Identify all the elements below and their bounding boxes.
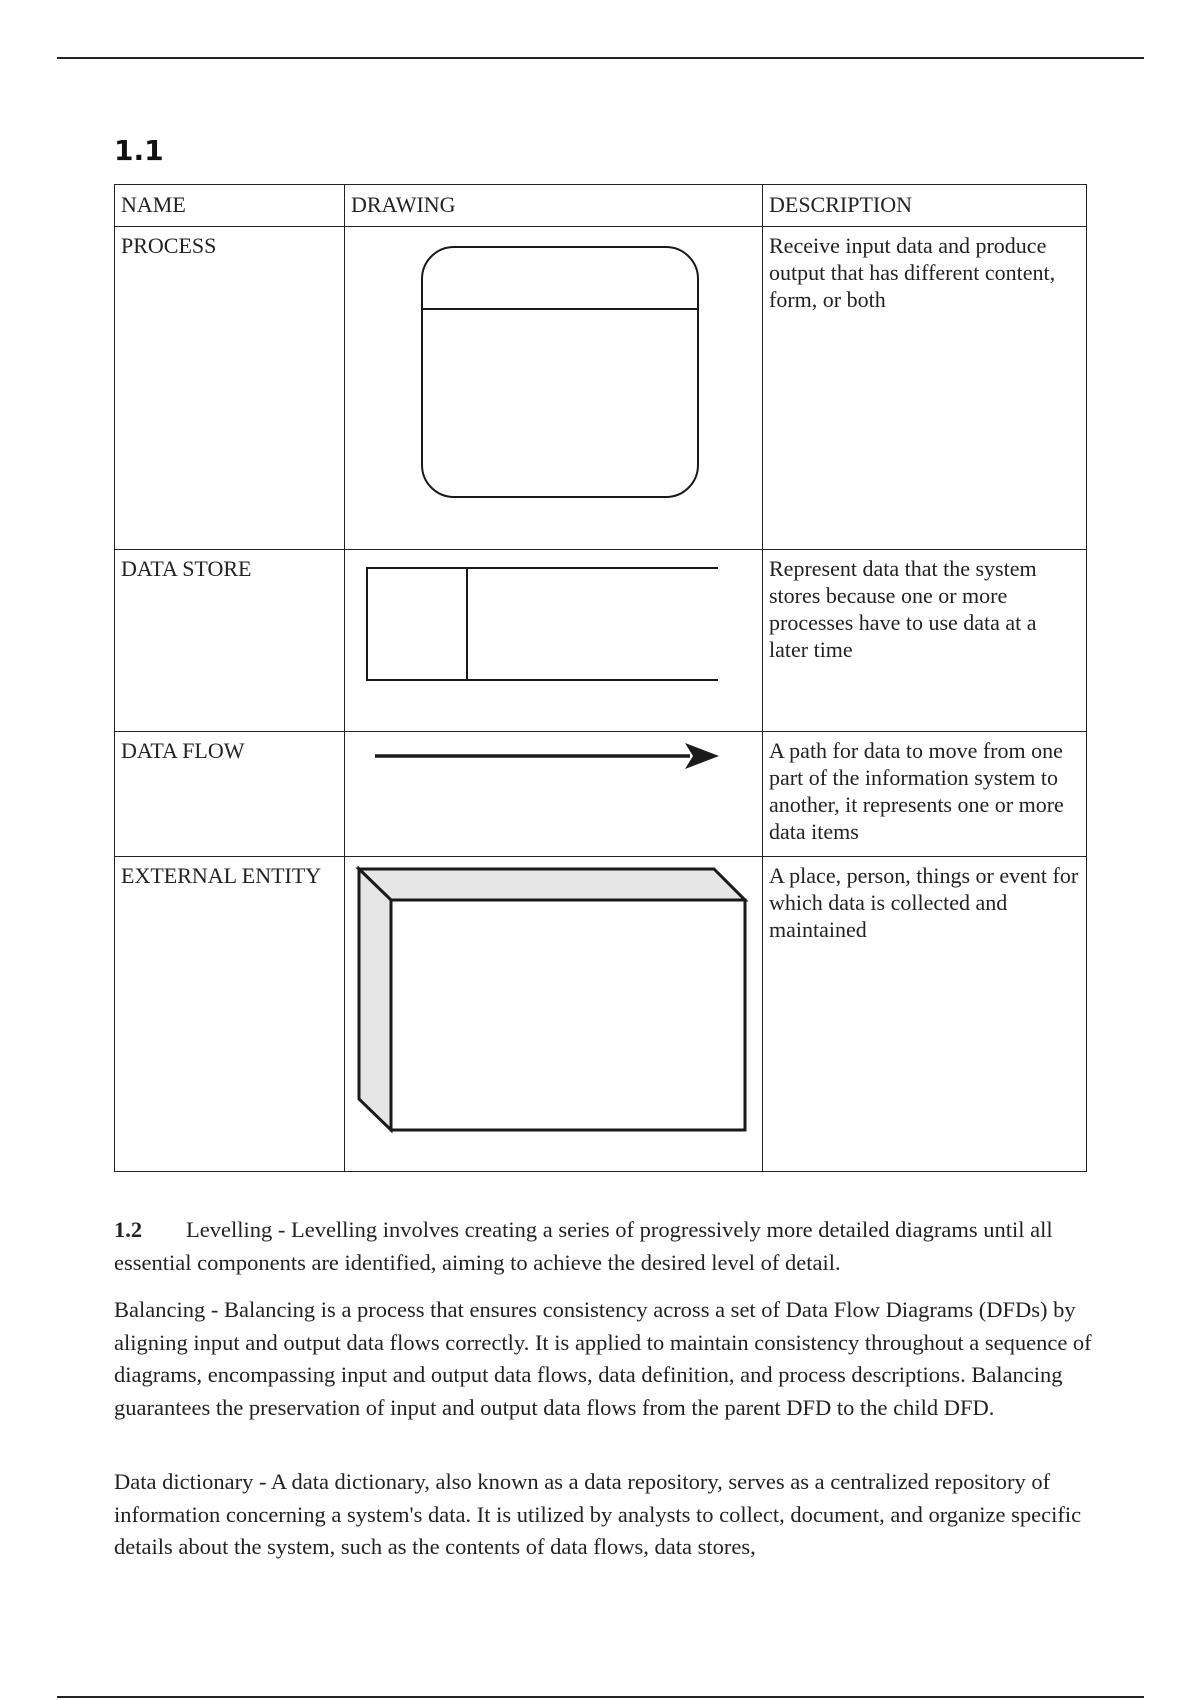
row-drawing [345, 550, 763, 732]
table-row [115, 550, 1087, 732]
data-flow-arrow-icon [345, 732, 763, 856]
header-rule [57, 57, 1144, 59]
row-name: DATA STORE [115, 550, 345, 732]
process-shape [422, 247, 698, 497]
row-description: Represent data that the system stores because one or more processes have to use data at a later time [763, 550, 1087, 732]
levelling-text: Levelling - Levelling involves creating a series of progressively more detailed diagrams until all essential components are identified, aiming to achieve the desired level of detail. [114, 1217, 1053, 1275]
table-header-row [115, 185, 1087, 227]
header-drawing: DRAWING [345, 185, 763, 227]
dfd-symbols-table [114, 184, 1087, 1172]
data-flow-arrowhead [685, 743, 719, 769]
footer-rule [57, 1696, 1144, 1698]
row-description: A place, person, things or event for which data is collected and maintained [763, 857, 1087, 1172]
row-description: Receive input data and produce output that has different content, form, or both [763, 227, 1087, 550]
data-store-symbol-icon [345, 550, 763, 731]
row-name: DATA FLOW [115, 732, 345, 857]
row-description: A path for data to move from one part of the information system to another, it represents one or more data items [763, 732, 1087, 857]
data-dictionary-paragraph: Data dictionary - A data dictionary, also known as a data repository, serves as a centralized repository of information concerning a system's data. It is utilized by analysts to collect, document, and organize specific details about the system, such as the contents of data flows, data stores, [114, 1469, 1082, 1559]
header-name: NAME [115, 185, 345, 227]
row-name: EXTERNAL ENTITY [115, 857, 345, 1172]
section-number: 1.2 [114, 1217, 143, 1242]
row-drawing [345, 732, 763, 857]
table-row [115, 227, 1087, 550]
section-title: 1.1 [114, 134, 164, 167]
table-row [115, 732, 1087, 857]
balancing-paragraph: Balancing - Balancing is a process that ensures consistency across a set of Data Flow Diagrams (DFDs) by aligning input and output data flows correctly. It is applied to maintain consistency throughout a sequence of diagrams, encompassing input and output data flows, data definition, and process descriptions. Balancing guarantees the preservation of input and output data flows from the parent DFD to the child DFD. [114, 1297, 1092, 1420]
external-entity-symbol-icon [345, 857, 763, 1171]
row-drawing [345, 227, 763, 550]
row-drawing [345, 857, 763, 1172]
levelling-paragraph [114, 1214, 1094, 1279]
entity-top-face [359, 869, 745, 900]
entity-front-face [391, 900, 745, 1130]
process-symbol-icon [345, 227, 763, 549]
row-name: PROCESS [115, 227, 345, 550]
entity-side-face [359, 869, 391, 1130]
header-description: DESCRIPTION [763, 185, 1087, 227]
data-store-shape [367, 568, 718, 680]
table-row [115, 857, 1087, 1172]
